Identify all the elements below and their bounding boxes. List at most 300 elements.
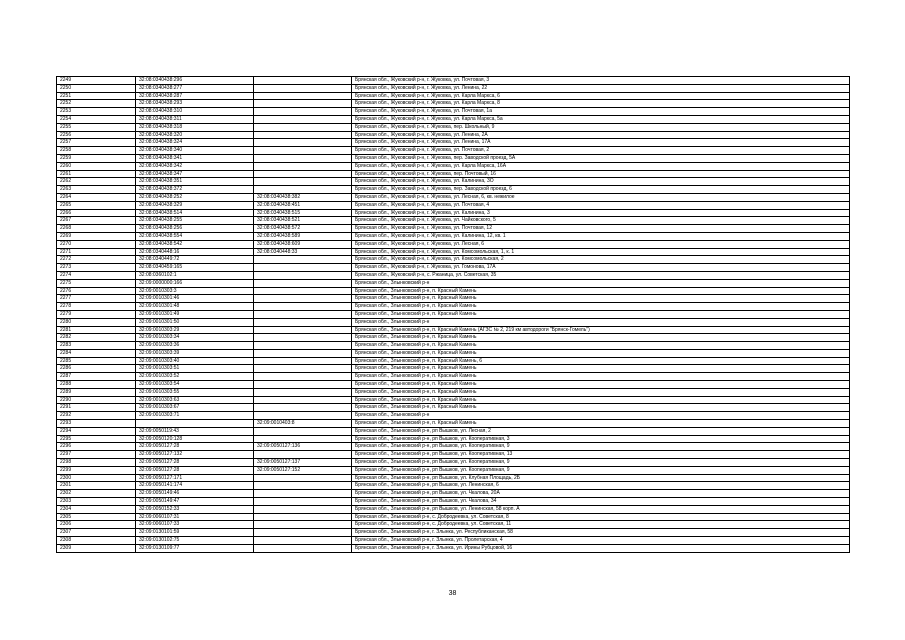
table-row (57, 310, 850, 318)
table-row (57, 381, 850, 389)
table-row (57, 186, 850, 194)
linked-cadastral-cell (254, 147, 352, 155)
cadastral-number-cell: 32:09:0010303:40 (136, 357, 254, 365)
linked-cadastral-cell (254, 482, 352, 490)
cadastral-number-cell: 32:08:0340438:372 (136, 186, 254, 194)
row-number-cell: 2279 (57, 310, 136, 318)
cadastral-number-cell: 32:09:0010303:67 (136, 404, 254, 412)
cadastral-number-cell: 32:09:0050127:132 (136, 451, 254, 459)
row-number-cell: 2255 (57, 123, 136, 131)
address-cell: Брянская обл., Злынковский р-н, п. Красный Камень (352, 404, 850, 412)
cadastral-number-cell: 32:09:0130101:59 (136, 529, 254, 537)
linked-cadastral-cell (254, 521, 352, 529)
linked-cadastral-cell (254, 427, 352, 435)
table-row (57, 115, 850, 123)
address-cell: Брянская обл., Злынковский р-н, рп Вышков, ул. Ленинская, 6 (352, 482, 850, 490)
table-row (57, 459, 850, 467)
row-number-cell: 2298 (57, 459, 136, 467)
address-cell: Брянская обл., Жуковский р-н, г. Жуковка, ул. Почтовая, 4 (352, 201, 850, 209)
cadastral-number-cell: 32:09:0010303:29 (136, 326, 254, 334)
row-number-cell: 2267 (57, 217, 136, 225)
linked-cadastral-cell (254, 498, 352, 506)
linked-cadastral-cell: 32:08:0340438:609 (254, 240, 352, 248)
row-number-cell: 2259 (57, 154, 136, 162)
row-number-cell: 2290 (57, 396, 136, 404)
row-number-cell: 2252 (57, 100, 136, 108)
table-row (57, 201, 850, 209)
address-cell: Брянская обл., Злынковский р-н, п. Красный Камень (352, 334, 850, 342)
cadastral-number-cell: 32:09:0050127:28 (136, 466, 254, 474)
linked-cadastral-cell (254, 271, 352, 279)
row-number-cell: 2263 (57, 186, 136, 194)
linked-cadastral-cell (254, 295, 352, 303)
row-number-cell: 2256 (57, 131, 136, 139)
cadastral-number-cell: 32:09:0010303:55 (136, 388, 254, 396)
table-row (57, 342, 850, 350)
table-row (57, 349, 850, 357)
property-table (56, 76, 850, 553)
linked-cadastral-cell (254, 77, 352, 85)
linked-cadastral-cell (254, 381, 352, 389)
address-cell: Брянская обл., Жуковский р-н, г. Жуковка, ул. Ленина, 22 (352, 84, 850, 92)
address-cell: Брянская обл., Злынковский р-н, рп Вышков, ул. Лесная, 2 (352, 427, 850, 435)
table-row (57, 521, 850, 529)
linked-cadastral-cell: 32:08:0340438:451 (254, 201, 352, 209)
row-number-cell: 2302 (57, 490, 136, 498)
address-cell: Брянская обл., Жуковский р-н, с. Ржаница, ул. Советская, 35 (352, 271, 850, 279)
row-number-cell: 2273 (57, 264, 136, 272)
row-number-cell: 2295 (57, 435, 136, 443)
row-number-cell: 2258 (57, 147, 136, 155)
row-number-cell: 2296 (57, 443, 136, 451)
cadastral-number-cell: 32:09:0050149:47 (136, 498, 254, 506)
row-number-cell: 2276 (57, 287, 136, 295)
address-cell: Брянская обл., Злынковский р-н (352, 279, 850, 287)
cadastral-number-cell: 32:08:0340438:256 (136, 225, 254, 233)
cadastral-number-cell: 32:09:0130109:77 (136, 544, 254, 552)
row-number-cell: 2278 (57, 303, 136, 311)
table-row (57, 537, 850, 545)
address-cell: Брянская обл., Жуковский р-н, г. Жуковка, пер. Заводской проезд, 5А (352, 154, 850, 162)
address-cell: Брянская обл., Злынковский р-н, п. Красный Камень (352, 287, 850, 295)
address-cell: Брянская обл., Жуковский р-н, г. Жуковка, ул. Почтовая, 2 (352, 147, 850, 155)
table-row (57, 123, 850, 131)
cadastral-number-cell: 32:08:0340438:347 (136, 170, 254, 178)
linked-cadastral-cell: 32:09:0050127:152 (254, 466, 352, 474)
row-number-cell: 2297 (57, 451, 136, 459)
row-number-cell: 2289 (57, 388, 136, 396)
linked-cadastral-cell (254, 334, 352, 342)
address-cell: Брянская обл., Злынковский р-н, с. Добродеевка, ул. Советская, 8 (352, 513, 850, 521)
cadastral-number-cell: 32:09:0050127:171 (136, 474, 254, 482)
linked-cadastral-cell (254, 139, 352, 147)
table-row (57, 490, 850, 498)
linked-cadastral-cell (254, 505, 352, 513)
linked-cadastral-cell: 32:08:0340438:572 (254, 225, 352, 233)
linked-cadastral-cell (254, 123, 352, 131)
table-row (57, 256, 850, 264)
address-cell: Брянская обл., Жуковский р-н, г. Жуковка, ул. Лесная, 6, кв. нежилое (352, 193, 850, 201)
address-cell: Брянская обл., Злынковский р-н, рп Вышков, ул. Клубная Площадь, 2Б (352, 474, 850, 482)
table-row (57, 162, 850, 170)
row-number-cell: 2300 (57, 474, 136, 482)
table-row (57, 357, 850, 365)
cadastral-number-cell: 32:09:0010303:52 (136, 373, 254, 381)
table-row (57, 334, 850, 342)
table-row (57, 482, 850, 490)
address-cell: Брянская обл., Злынковский р-н, п. Красный Камень (352, 388, 850, 396)
linked-cadastral-cell (254, 186, 352, 194)
row-number-cell: 2260 (57, 162, 136, 170)
address-cell: Брянская обл., Жуковский р-н, г. Жуковка, ул. Почтовая, 1а (352, 108, 850, 116)
cadastral-number-cell: 32:08:0340438:311 (136, 115, 254, 123)
linked-cadastral-cell (254, 115, 352, 123)
linked-cadastral-cell (254, 544, 352, 552)
table-row (57, 100, 850, 108)
linked-cadastral-cell (254, 529, 352, 537)
address-cell: Брянская обл., Злынковский р-н, п. Красный Камень (352, 420, 850, 428)
row-number-cell: 2293 (57, 420, 136, 428)
table-row (57, 365, 850, 373)
cadastral-number-cell: 32:08:0340438:255 (136, 217, 254, 225)
cadastral-number-cell: 32:09:0010303:51 (136, 365, 254, 373)
linked-cadastral-cell (254, 412, 352, 420)
cadastral-number-cell: 32:09:0000000:166 (136, 279, 254, 287)
table-row (57, 232, 850, 240)
address-cell: Брянская обл., Злынковский р-н, п. Красный Камень (352, 381, 850, 389)
address-cell: Брянская обл., Жуковский р-н, г. Жуковка, ул. Карла Маркса, 6 (352, 92, 850, 100)
cadastral-number-cell: 32:08:0340459:165 (136, 264, 254, 272)
linked-cadastral-cell (254, 92, 352, 100)
row-number-cell: 2270 (57, 240, 136, 248)
row-number-cell: 2288 (57, 381, 136, 389)
linked-cadastral-cell (254, 349, 352, 357)
table-row (57, 318, 850, 326)
table-row (57, 271, 850, 279)
linked-cadastral-cell (254, 303, 352, 311)
cadastral-number-cell: 32:09:0010303:36 (136, 342, 254, 350)
table-row (57, 92, 850, 100)
cadastral-number-cell: 32:08:0340438:318 (136, 123, 254, 131)
address-cell: Брянская обл., Жуковский р-н, г. Жуковка, ул. Лесная, 6 (352, 240, 850, 248)
linked-cadastral-cell (254, 154, 352, 162)
table-row (57, 396, 850, 404)
row-number-cell: 2265 (57, 201, 136, 209)
linked-cadastral-cell (254, 162, 352, 170)
linked-cadastral-cell (254, 326, 352, 334)
address-cell: Брянская обл., Жуковский р-н, г. Жуковка, пер. Почтовый, 16 (352, 170, 850, 178)
row-number-cell: 2254 (57, 115, 136, 123)
cadastral-number-cell: 32:08:0340438:252 (136, 193, 254, 201)
address-cell: Брянская обл., Жуковский р-н, г. Жуковка, ул. Ленина, 2А (352, 131, 850, 139)
cadastral-number-cell: 32:09:0010303:54 (136, 381, 254, 389)
row-number-cell: 2294 (57, 427, 136, 435)
address-cell: Брянская обл., Жуковский р-н, г. Жуковка, ул. Почтовая, 3 (352, 77, 850, 85)
row-number-cell: 2274 (57, 271, 136, 279)
table-row (57, 544, 850, 552)
row-number-cell: 2280 (57, 318, 136, 326)
cadastral-number-cell: 32:09:0010301:49 (136, 310, 254, 318)
table-row (57, 303, 850, 311)
table-row (57, 474, 850, 482)
cadastral-number-cell (136, 420, 254, 428)
address-cell: Брянская обл., Злынковский р-н, п. Красный Камень (352, 373, 850, 381)
linked-cadastral-cell (254, 365, 352, 373)
linked-cadastral-cell: 32:09:0050127:136 (254, 443, 352, 451)
address-cell: Брянская обл., Злынковский р-н, г. Злынка, ул. Ирины Рубцовой, 16 (352, 544, 850, 552)
address-cell: Брянская обл., Жуковский р-н, г. Жуковка, ул. Ленина, 17А (352, 139, 850, 147)
address-cell: Брянская обл., Злынковский р-н, рп Вышков, ул. Кооперативная, 3 (352, 435, 850, 443)
address-cell: Брянская обл., Жуковский р-н, г. Жуковка, ул. Комсомольская, 1, к. 1 (352, 248, 850, 256)
row-number-cell: 2264 (57, 193, 136, 201)
cadastral-number-cell: 32:09:0060107:33 (136, 521, 254, 529)
linked-cadastral-cell (254, 178, 352, 186)
cadastral-number-cell: 32:08:0340438:351 (136, 178, 254, 186)
cadastral-number-cell: 32:09:0010303:39 (136, 349, 254, 357)
row-number-cell: 2271 (57, 248, 136, 256)
address-cell: Брянская обл., Жуковский р-н, г. Жуковка, ул. Почтовая, 12 (352, 225, 850, 233)
cadastral-number-cell: 32:09:0050152:33 (136, 505, 254, 513)
row-number-cell: 2283 (57, 342, 136, 350)
cadastral-number-cell: 32:09:0050127:28 (136, 443, 254, 451)
linked-cadastral-cell: 32:08:0340438:515 (254, 209, 352, 217)
cadastral-number-cell: 32:09:0050141:174 (136, 482, 254, 490)
row-number-cell: 2261 (57, 170, 136, 178)
cadastral-number-cell: 32:08:0340438:296 (136, 77, 254, 85)
table-row (57, 225, 850, 233)
table-row (57, 412, 850, 420)
table-row (57, 139, 850, 147)
address-cell: Брянская обл., Жуковский р-н, г. Жуковка, пер. Заводской проезд, 6 (352, 186, 850, 194)
row-number-cell: 2250 (57, 84, 136, 92)
linked-cadastral-cell (254, 435, 352, 443)
cadastral-number-cell: 32:08:0340438:342 (136, 162, 254, 170)
row-number-cell: 2303 (57, 498, 136, 506)
cadastral-number-cell: 32:09:0010301:48 (136, 303, 254, 311)
address-cell: Брянская обл., Злынковский р-н, рп Вышков, ул. Кооперативная, 13 (352, 451, 850, 459)
row-number-cell: 2257 (57, 139, 136, 147)
address-cell: Брянская обл., Злынковский р-н, г. Злынка, ул. Пролетарская, 4 (352, 537, 850, 545)
row-number-cell: 2309 (57, 544, 136, 552)
table-row (57, 287, 850, 295)
address-cell: Брянская обл., Злынковский р-н (352, 318, 850, 326)
row-number-cell: 2286 (57, 365, 136, 373)
cadastral-number-cell: 32:08:0340438:320 (136, 131, 254, 139)
linked-cadastral-cell (254, 342, 352, 350)
table-row (57, 326, 850, 334)
address-cell: Брянская обл., Злынковский р-н, рп Вышков, ул. Ленинская, 58 корп. А (352, 505, 850, 513)
cadastral-number-cell: 32:09:0010301:50 (136, 318, 254, 326)
address-cell: Брянская обл., Злынковский р-н, п. Красный Камень (352, 396, 850, 404)
address-cell: Брянская обл., Злынковский р-н, п. Красный Камень, 6 (352, 357, 850, 365)
table-row (57, 170, 850, 178)
address-cell: Брянская обл., Злынковский р-н, рп Вышков, ул. Кооперативная, 9 (352, 443, 850, 451)
row-number-cell: 2291 (57, 404, 136, 412)
address-cell: Брянская обл., Злынковский р-н, рп Вышков, ул. Чкалова, 20А (352, 490, 850, 498)
table-row (57, 466, 850, 474)
row-number-cell: 2268 (57, 225, 136, 233)
row-number-cell: 2282 (57, 334, 136, 342)
row-number-cell: 2299 (57, 466, 136, 474)
address-cell: Брянская обл., Злынковский р-н, п. Красный Камень (352, 303, 850, 311)
row-number-cell: 2272 (57, 256, 136, 264)
page-number: 38 (448, 590, 457, 597)
table-row (57, 131, 850, 139)
linked-cadastral-cell (254, 490, 352, 498)
cadastral-number-cell: 32:08:0340438:554 (136, 232, 254, 240)
cadastral-number-cell: 32:09:0130102:75 (136, 537, 254, 545)
cadastral-number-cell: 32:09:0050120:128 (136, 435, 254, 443)
cadastral-number-cell: 32:09:0010303:71 (136, 412, 254, 420)
table-row (57, 193, 850, 201)
address-cell: Брянская обл., Злынковский р-н, п. Красный Камень (352, 365, 850, 373)
row-number-cell: 2249 (57, 77, 136, 85)
linked-cadastral-cell (254, 357, 352, 365)
cadastral-number-cell: 32:09:0050127:28 (136, 459, 254, 467)
table-row (57, 108, 850, 116)
address-cell: Брянская обл., Жуковский р-н, г. Жуковка, ул. Гомонова, 17А (352, 264, 850, 272)
cadastral-number-cell: 32:08:0340438:542 (136, 240, 254, 248)
table-row (57, 427, 850, 435)
cadastral-number-cell: 32:08:0340438:340 (136, 147, 254, 155)
table-row (57, 264, 850, 272)
linked-cadastral-cell (254, 388, 352, 396)
row-number-cell: 2269 (57, 232, 136, 240)
table-row (57, 154, 850, 162)
table-row (57, 513, 850, 521)
cadastral-number-cell: 32:08:0340438:287 (136, 92, 254, 100)
row-number-cell: 2277 (57, 295, 136, 303)
linked-cadastral-cell (254, 170, 352, 178)
linked-cadastral-cell: 32:09:0010403:8 (254, 420, 352, 428)
linked-cadastral-cell (254, 84, 352, 92)
row-number-cell: 2307 (57, 529, 136, 537)
row-number-cell: 2281 (57, 326, 136, 334)
property-table-body (57, 77, 850, 553)
address-cell: Брянская обл., Злынковский р-н, п. Красный Камень (352, 310, 850, 318)
row-number-cell: 2292 (57, 412, 136, 420)
linked-cadastral-cell (254, 264, 352, 272)
address-cell: Брянская обл., Жуковский р-н, г. Жуковка, ул. Калинина, 3 (352, 209, 850, 217)
cadastral-number-cell: 32:08:0340438:310 (136, 108, 254, 116)
row-number-cell: 2308 (57, 537, 136, 545)
linked-cadastral-cell (254, 256, 352, 264)
cadastral-number-cell: 32:09:0050119:43 (136, 427, 254, 435)
table-row (57, 443, 850, 451)
cadastral-number-cell: 32:08:0340449:72 (136, 256, 254, 264)
address-cell: Брянская обл., Злынковский р-н, с. Добродеевка, ул. Советская, 11 (352, 521, 850, 529)
address-cell: Брянская обл., Жуковский р-н, г. Жуковка, ул. Калинина, 3О (352, 178, 850, 186)
cadastral-number-cell: 32:09:0010303:34 (136, 334, 254, 342)
table-row (57, 420, 850, 428)
row-number-cell: 2306 (57, 521, 136, 529)
table-row (57, 435, 850, 443)
cadastral-number-cell: 32:08:0340438:293 (136, 100, 254, 108)
linked-cadastral-cell (254, 108, 352, 116)
address-cell: Брянская обл., Злынковский р-н, рп Вышков, ул. Чкалова, 34 (352, 498, 850, 506)
linked-cadastral-cell: 32:08:0340438:589 (254, 232, 352, 240)
table-row (57, 505, 850, 513)
row-number-cell: 2287 (57, 373, 136, 381)
linked-cadastral-cell (254, 513, 352, 521)
address-cell: Брянская обл., Злынковский р-н, рп Вышков, ул. Кооперативная, 9 (352, 459, 850, 467)
cadastral-number-cell: 32:09:0010303:3 (136, 287, 254, 295)
cadastral-number-cell: 32:09:0010301:46 (136, 295, 254, 303)
cadastral-number-cell: 32:08:0360102:1 (136, 271, 254, 279)
address-cell: Брянская обл., Жуковский р-н, г. Жуковка, ул. Калинина, 12, кв. 1 (352, 232, 850, 240)
address-cell: Брянская обл., Жуковский р-н, г. Жуковка, ул. Чайковского, 5 (352, 217, 850, 225)
row-number-cell: 2251 (57, 92, 136, 100)
linked-cadastral-cell (254, 131, 352, 139)
row-number-cell: 2301 (57, 482, 136, 490)
cadastral-number-cell: 32:09:0060107:31 (136, 513, 254, 521)
row-number-cell: 2284 (57, 349, 136, 357)
table-row (57, 248, 850, 256)
address-cell: Брянская обл., Злынковский р-н, п. Красный Камень (АГЗС № 2, 219 км автодороги "Брянск-Гомель") (352, 326, 850, 334)
cadastral-number-cell: 32:08:0340438:324 (136, 139, 254, 147)
cadastral-number-cell: 32:08:0340448:16 (136, 248, 254, 256)
linked-cadastral-cell (254, 373, 352, 381)
address-cell: Брянская обл., Злынковский р-н, п. Красный Камень (352, 295, 850, 303)
linked-cadastral-cell: 32:08:0340438:521 (254, 217, 352, 225)
table-row (57, 451, 850, 459)
address-cell: Брянская обл., Злынковский р-н, п. Красный Камень (352, 342, 850, 350)
linked-cadastral-cell (254, 404, 352, 412)
linked-cadastral-cell: 32:08:0340438:382 (254, 193, 352, 201)
address-cell: Брянская обл., Злынковский р-н, г. Злынка, ул. Республиканская, 58 (352, 529, 850, 537)
table-row (57, 295, 850, 303)
table-row (57, 498, 850, 506)
linked-cadastral-cell (254, 310, 352, 318)
address-cell: Брянская обл., Жуковский р-н, г. Жуковка, пер. Школьный, 9 (352, 123, 850, 131)
linked-cadastral-cell (254, 318, 352, 326)
table-row (57, 147, 850, 155)
address-cell: Брянская обл., Жуковский р-н, г. Жуковка, ул. Комсомольская, 2 (352, 256, 850, 264)
table-row (57, 388, 850, 396)
row-number-cell: 2285 (57, 357, 136, 365)
table-row (57, 529, 850, 537)
table-row (57, 77, 850, 85)
linked-cadastral-cell: 32:09:0050127:137 (254, 459, 352, 467)
row-number-cell: 2275 (57, 279, 136, 287)
linked-cadastral-cell: 32:08:0340448:33 (254, 248, 352, 256)
row-number-cell: 2305 (57, 513, 136, 521)
linked-cadastral-cell (254, 474, 352, 482)
table-row (57, 404, 850, 412)
table-row (57, 217, 850, 225)
cadastral-number-cell: 32:08:0340438:329 (136, 201, 254, 209)
cadastral-number-cell: 32:08:0340438:277 (136, 84, 254, 92)
linked-cadastral-cell (254, 279, 352, 287)
row-number-cell: 2266 (57, 209, 136, 217)
table-row (57, 209, 850, 217)
row-number-cell: 2304 (57, 505, 136, 513)
linked-cadastral-cell (254, 537, 352, 545)
linked-cadastral-cell (254, 451, 352, 459)
address-cell: Брянская обл., Жуковский р-н, г. Жуковка, ул. Карла Маркса, 16А (352, 162, 850, 170)
cadastral-number-cell: 32:09:0010303:63 (136, 396, 254, 404)
row-number-cell: 2253 (57, 108, 136, 116)
row-number-cell: 2262 (57, 178, 136, 186)
address-cell: Брянская обл., Злынковский р-н (352, 412, 850, 420)
address-cell: Брянская обл., Жуковский р-н, г. Жуковка, ул. Карла Маркса, 5а (352, 115, 850, 123)
table-row (57, 279, 850, 287)
table-row (57, 84, 850, 92)
address-cell: Брянская обл., Злынковский р-н, п. Красный Камень (352, 349, 850, 357)
cadastral-number-cell: 32:08:0340438:341 (136, 154, 254, 162)
cadastral-number-cell: 32:08:0340438:514 (136, 209, 254, 217)
table-row (57, 373, 850, 381)
